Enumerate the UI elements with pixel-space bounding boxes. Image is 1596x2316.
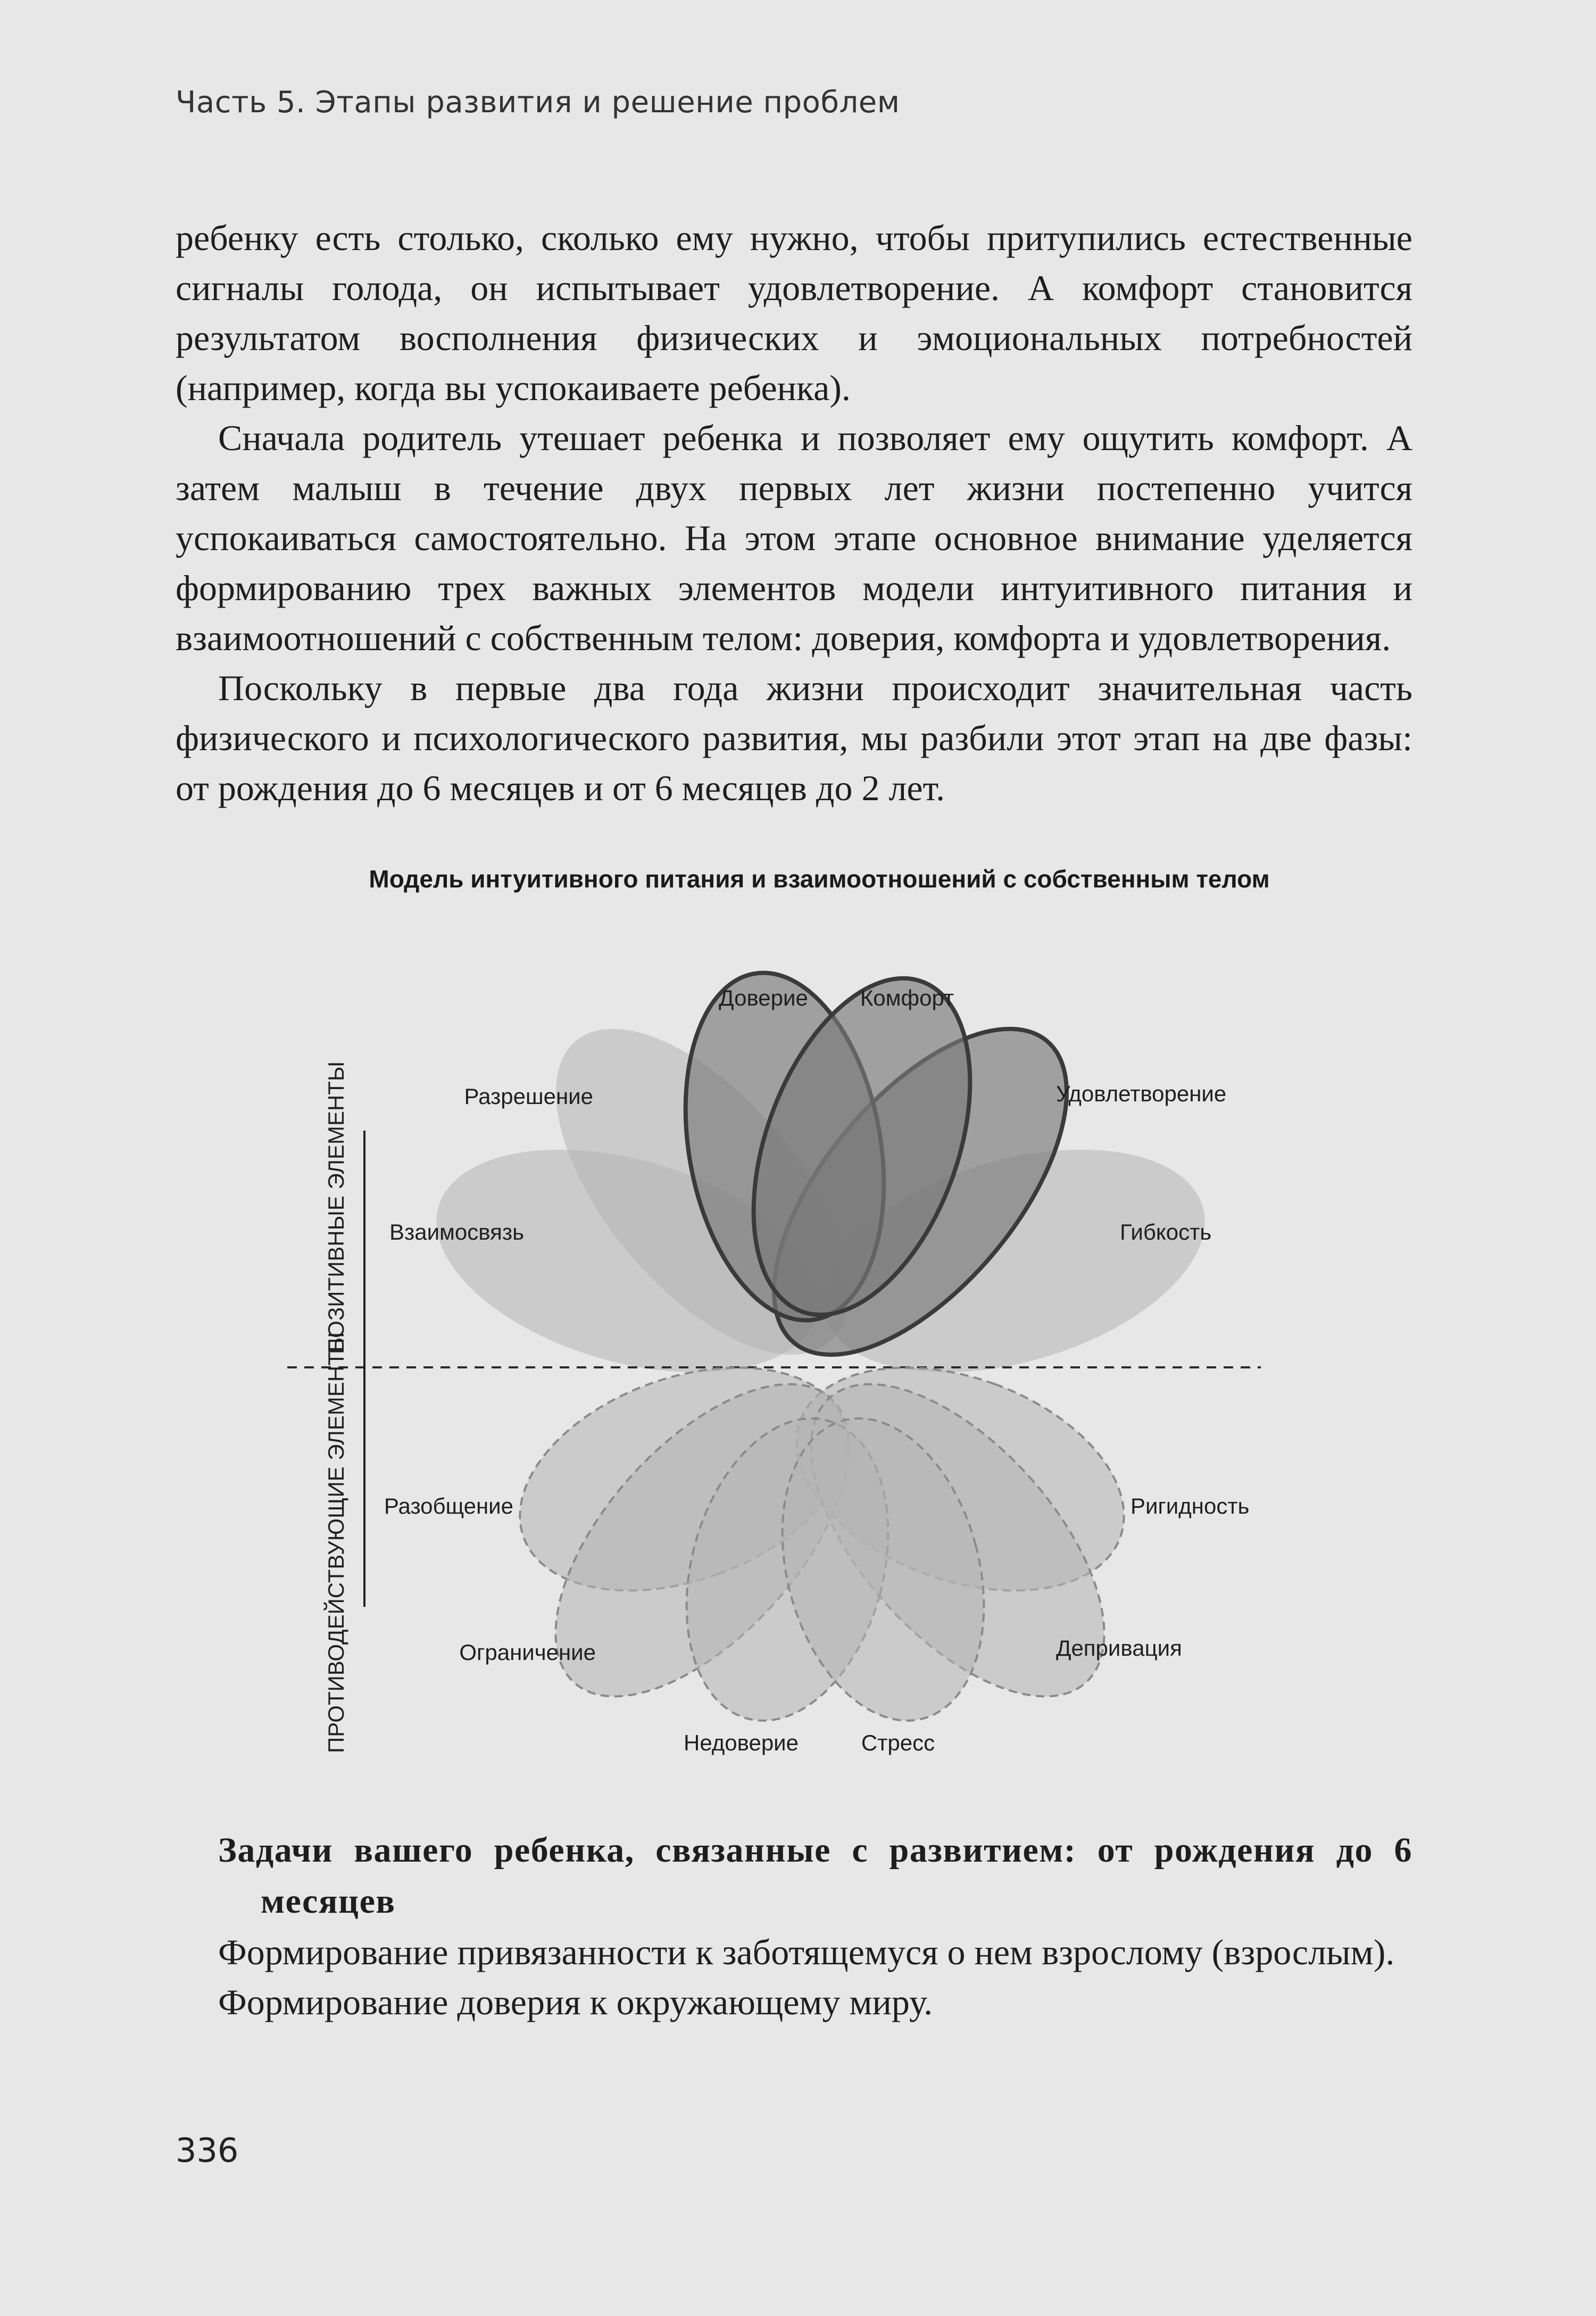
label-nedoverie: Недоверие xyxy=(683,1730,799,1755)
figure-title: Модель интуитивного питания и взаимоотношений с собственным телом xyxy=(369,865,1270,893)
side-label-positive: ПОЗИТИВНЫЕ ЭЛЕМЕНТЫ xyxy=(323,1061,348,1354)
opposing-petals xyxy=(489,1326,1157,1747)
label-udovletvorenie: Удовлетворение xyxy=(1056,1081,1227,1106)
label-rigidnost: Ригидность xyxy=(1130,1493,1250,1518)
tasks-section xyxy=(176,1825,1412,2027)
label-stress: Стресс xyxy=(861,1730,935,1755)
label-razreshenie: Разрешение xyxy=(464,1084,593,1109)
side-label-opposing: ПРОТИВОДЕЙСТВУЮЩИЕ ЭЛЕМЕНТЫ xyxy=(323,1332,348,1753)
paragraph: ребенку есть столько, сколько ему нужно, чтобы притупились естественные сигналы голода, он испытывает удовлетворение. А комфорт становится результатом восполнения физических и эмоциональных потребностей (например, когда вы успокаиваете ребенка). xyxy=(176,218,1412,408)
label-doverie: Доверие xyxy=(719,985,808,1010)
label-ogranichenie: Ограничение xyxy=(459,1640,596,1665)
running-head: Часть 5. Этапы развития и решение проблем xyxy=(176,85,900,120)
paragraph: Поскольку в первые два года жизни происходит значительная часть физического и психологического развития, мы разбили этот этап на две фазы: от рождения до 6 месяцев и от 6 месяцев до 2 лет. xyxy=(176,668,1412,808)
task-item: Формирование привязанности к заботящемуся о нем взрослому (взрослым). xyxy=(218,1932,1395,1972)
task-item: Формирование доверия к окружающему миру. xyxy=(218,1982,933,2022)
positive-petals xyxy=(411,949,1231,1412)
label-vzaimosvyaz: Взаимосвязь xyxy=(389,1219,524,1244)
label-gibkost: Гибкость xyxy=(1120,1219,1212,1244)
label-razobshchenie: Разобщение xyxy=(384,1493,513,1518)
label-deprivaciya: Депривация xyxy=(1056,1636,1182,1661)
tasks-heading: Задачи вашего ребенка, связанные с развитием: от рождения до 6 месяцев xyxy=(218,1831,1412,1921)
label-komfort: Комфорт xyxy=(860,985,954,1010)
page-number: 336 xyxy=(176,2131,239,2170)
paragraph: Сначала родитель утешает ребенка и позволяет ему ощутить комфорт. А затем малыш в течение двух первых лет жизни постепенно учится успокаиваться самостоятельно. На этом этапе основное внимание уделяется формированию трех важных элементов модели интуитивного питания и взаимоотношений с собственным телом: доверия, комфорта и удовлетворения. xyxy=(176,418,1412,658)
